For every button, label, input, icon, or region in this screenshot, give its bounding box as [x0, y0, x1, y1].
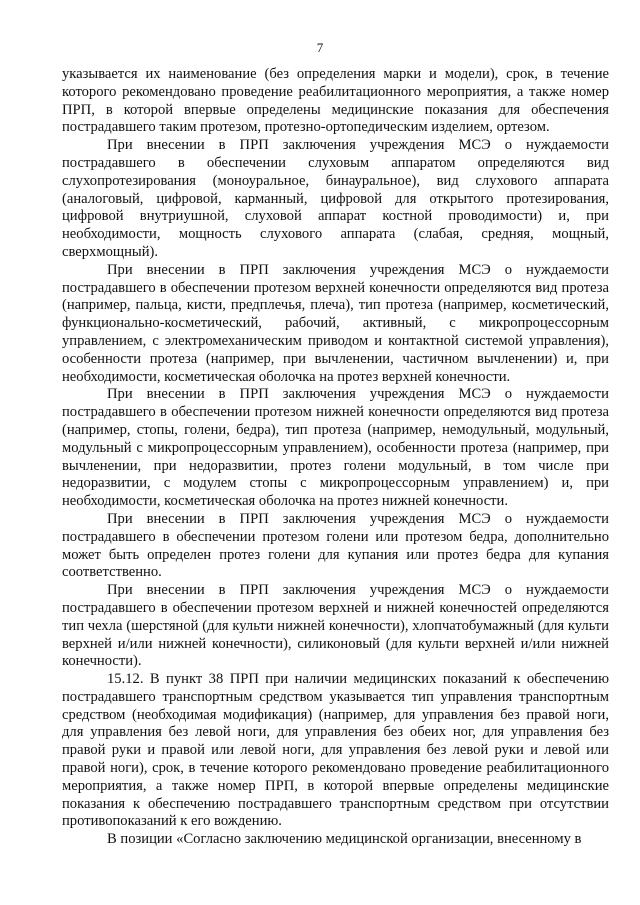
- document-body: [62, 66, 609, 849]
- paragraph-position-medical-org: В позиции «Согласно заключению медицинской организации, внесенному в: [107, 831, 582, 848]
- paragraph-prosthesis-liner: При внесении в ПРП заключения учреждения МСЭ о нуждаемости пострадавшего в обеспечении протезом верхней и нижней конечностей определяются тип чехла (шерстяной (для культи нижней конечности), хлопчатобумажный (для культи верхней и/или нижней конечности), силиконовый (для культи верхней и/или нижней конечности).: [62, 582, 609, 670]
- paragraph-lower-limb-prosthesis: При внесении в ПРП заключения учреждения МСЭ о нуждаемости пострадавшего в обеспечении протезом нижней конечности определяются вид протеза (например, стопы, голени, бедра), тип протеза (например, немодульный, модульный, модульный с микропроцессорным управлением), особенности протеза (например, при вычленении, при недоразвитии, протез голени модульный, в том числе при недоразвитии, с модулем стопы с микропроцессорным управлением) и, при необходимости, косметическая оболочка на протез нижней конечности.: [62, 386, 609, 510]
- page-number: 7: [316, 40, 324, 55]
- paragraph-continuation: указывается их наименование (без определения марки и модели), срок, в течение которого рекомендовано проведение реабилитационного мероприятия, а также номер ПРП, в которой впервые определены медицинские показания для обеспечения пострадавшего таким протезом, протезно-ортопедическим изделием, ортезом.: [62, 66, 609, 136]
- paragraph-hearing-aid: При внесении в ПРП заключения учреждения МСЭ о нуждаемости пострадавшего в обеспечении слуховым аппаратом определяются вид слухопротезирования (моноуральное, бинауральное), вид слухового аппарата (аналоговый, цифровой, карманный, цифровой для открытого протезирования, цифровой внутриушной, слуховой аппарат костной проводимости) и, при необходимости, мощность слухового аппарата (слабая, средняя, мощный, сверхмощный).: [62, 137, 609, 260]
- paragraph-upper-limb-prosthesis: При внесении в ПРП заключения учреждения МСЭ о нуждаемости пострадавшего в обеспечении протезом верхней конечности определяются вид протеза (например, пальца, кисти, предплечья, плеча), тип протеза (например, косметический, функционально-косметический, рабочий, активный, с микропроцессорным управлением, с электромеханическим приводом и контактной системой управления), особенности протеза (например, при вычленении, частичном вычленении) и, при необходимости, косметическая оболочка на протез верхней конечности.: [62, 261, 609, 385]
- paragraph-bathing-prosthesis: При внесении в ПРП заключения учреждения МСЭ о нуждаемости пострадавшего в обеспечении протезом голени или протезом бедра, дополнительно может быть определен протез голени для купания или протез бедра для купания соответственно.: [62, 510, 609, 581]
- paragraph-clause-15-12: 15.12. В пункт 38 ПРП при наличии медицинских показаний к обеспечению пострадавшего транспортным средством указывается тип управления транспортным средством (необходимая модификация) (например, для управления без правой ноги, для управления без левой ноги, для управления без обеих ног, для управления без правой руки и правой или левой ноги, для управления без левой руки и левой или правой ноги), срок, в течение которого рекомендовано проведение реабилитационного мероприятия, а также номер ПРП, в которой впервые определены медицинские показания к обеспечению пострадавшего транспортным средством при отсутствии противопоказаний к его вождению.: [62, 671, 609, 830]
